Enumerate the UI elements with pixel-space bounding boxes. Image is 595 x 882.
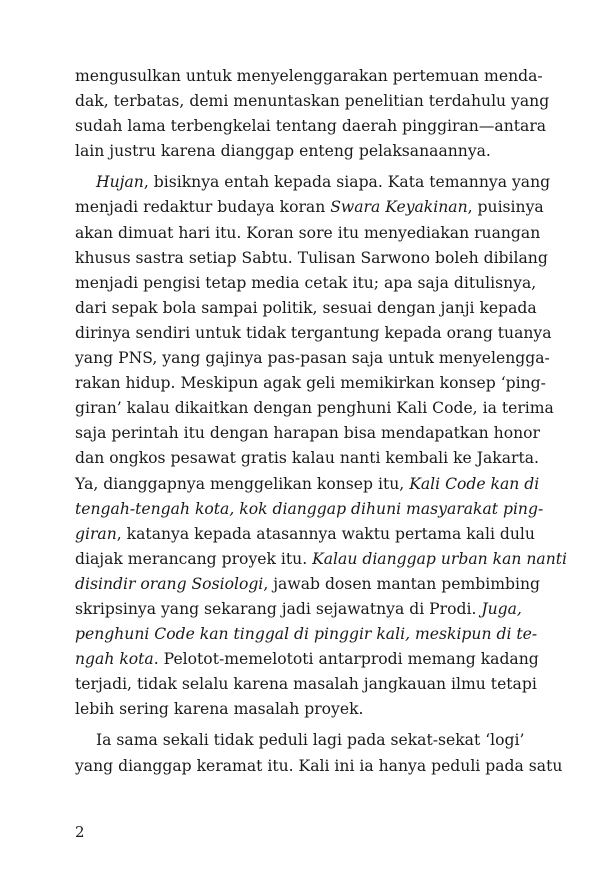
italic-text: Juga, — [481, 599, 522, 618]
paragraph-2 — [75, 170, 568, 722]
text-line — [75, 371, 546, 396]
text-run: dak, terbatas, demi menuntaskan penelitian terdahulu yang — [75, 92, 550, 111]
text-run: Ya, dianggapnya menggelikan konsep itu, — [75, 474, 410, 493]
text-line — [75, 195, 544, 220]
text-run: , katanya kepada atasannya waktu pertama kali dulu — [116, 524, 535, 543]
text-line — [75, 572, 540, 597]
text-run: Ia sama sekali tidak peduli lagi pada sekat-sekat ‘logi’ — [96, 731, 525, 750]
text-line — [75, 271, 537, 296]
text-line — [75, 672, 537, 697]
text-line — [75, 296, 537, 321]
text-line — [75, 421, 540, 446]
italic-text: giran — [75, 524, 117, 543]
text-line — [75, 346, 550, 371]
text-line — [75, 472, 540, 497]
text-run: yang PNS, yang gajinya pas-pasan saja untuk menyelengga- — [75, 349, 550, 368]
text-line — [75, 597, 522, 622]
text-run: yang dianggap keramat itu. Kali ini ia hanya peduli pada satu — [75, 756, 563, 775]
text-line — [75, 697, 515, 722]
text-run: menjadi redaktur budaya koran — [75, 198, 331, 217]
text-run: , bisiknya entah kepada siapa. Kata temannya yang — [143, 173, 551, 192]
italic-text: disindir orang Sosiologi — [75, 574, 264, 593]
text-line — [75, 114, 547, 139]
paragraph-1 — [75, 64, 550, 164]
text-run: akan dimuat hari itu. Koran sore itu menyediakan ruangan — [75, 223, 541, 242]
text-run: dan ongkos pesawat gratis kalau nanti kembali ke Jakarta. — [75, 449, 540, 468]
text-run: skripsinya yang sekarang jadi sejawatnya di Prodi. — [75, 599, 482, 618]
text-run: terjadi, tidak selalu karena masalah jangkauan ilmu tetapi — [75, 675, 537, 694]
text-line — [75, 89, 550, 114]
italic-text: ngah kota — [75, 650, 154, 669]
text-run: dari sepak bola sampai politik, sesuai dengan janji kepada — [75, 298, 537, 317]
text-run: , puisinya — [467, 198, 544, 217]
italic-text: tengah-tengah kota, kok dianggap dihuni masyarakat ping- — [75, 499, 544, 518]
italic-text: Hujan — [96, 173, 144, 192]
text-run: diajak merancang proyek itu. — [75, 549, 313, 568]
text-run: saja perintah itu dengan harapan bisa mendapatkan honor — [75, 424, 540, 443]
text-line — [75, 396, 554, 421]
text-run: lebih sering karena masalah proyek. — [75, 700, 364, 719]
text-line — [75, 170, 551, 195]
text-run: dirinya sendiri untuk tidak tergantung kepada orang tuanya — [75, 323, 552, 342]
text-run: . Pelotot-memelototi antarprodi memang kadang — [153, 650, 539, 669]
text-line — [75, 64, 543, 89]
text-line — [75, 547, 568, 572]
text-run: mengusulkan untuk menyelenggarakan pertemuan menda- — [75, 67, 543, 85]
text-line — [75, 497, 544, 522]
text-line — [75, 622, 538, 647]
text-run: khusus sastra setiap Sabtu. Tulisan Sarwono boleh dibilang — [75, 248, 548, 267]
text-line — [75, 321, 552, 346]
text-run: rakan hidup. Meskipun agak geli memikirkan konsep ‘ping- — [75, 374, 546, 393]
italic-text: Kali Code kan di — [409, 474, 540, 493]
text-run: sudah lama terbengkelai tentang daerah pinggiran—antara — [75, 117, 547, 136]
text-line — [75, 446, 540, 471]
text-line — [75, 754, 563, 779]
text-run: giran’ kalau dikaitkan dengan penghuni Kali Code, ia terima — [75, 399, 554, 418]
text-line — [75, 246, 548, 271]
italic-text: Kalau dianggap urban kan nanti — [312, 549, 568, 568]
italic-text: penghuni Code kan tinggal di pinggir kali, meskipun di te- — [75, 625, 538, 644]
page-number: 2 — [75, 823, 85, 841]
text-run: lain justru karena dianggap enteng pelaksanaannya. — [75, 142, 491, 161]
text-line — [75, 221, 541, 246]
text-line — [75, 522, 535, 547]
text-run: , jawab dosen mantan pembimbing — [263, 574, 540, 593]
text-run: menjadi pengisi tetap media cetak itu; apa saja ditulisnya, — [75, 273, 537, 292]
text-line — [75, 728, 525, 753]
italic-text: Swara Keyakinan — [330, 198, 468, 217]
text-line — [75, 647, 539, 672]
paragraph-3 — [75, 728, 563, 778]
text-line — [75, 139, 515, 164]
page-body — [75, 64, 568, 779]
